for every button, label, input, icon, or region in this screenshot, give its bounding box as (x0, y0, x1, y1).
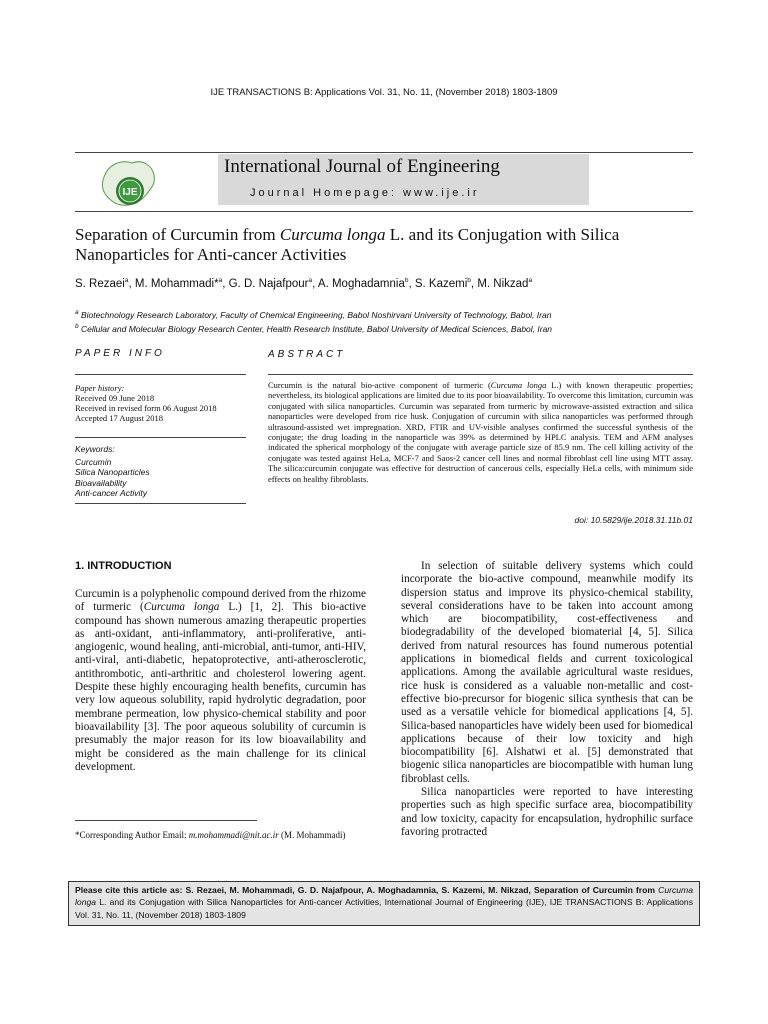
divider (75, 503, 246, 504)
footnote-rule (75, 820, 257, 821)
author-email[interactable]: m.mohammadi@nit.ac.ir (188, 830, 279, 840)
keyword: Bioavailability (75, 477, 127, 488)
paper-info-heading: PAPER INFO (75, 348, 165, 359)
paper-history (75, 383, 217, 423)
journal-title: International Journal of Engineering (224, 156, 500, 177)
header-rule-bottom (75, 211, 693, 212)
author-list: S. Rezaei$^a$, M. Mohammadi*$^a$, G. D. Najafpour$^a$, A. Moghadamnia$^b$, S. Kazemi$^b$, M. Nikzad$^a$ (75, 277, 533, 290)
affiliations (75, 307, 552, 335)
history-label: Paper history: (75, 383, 125, 393)
body-column-right (401, 560, 693, 839)
author: A. Moghadamnia (317, 277, 405, 290)
author-affil-mark: a (124, 277, 129, 284)
divider (75, 374, 246, 375)
title-part-1: Separation of Curcumin from (75, 225, 280, 244)
divider (75, 437, 246, 438)
author-affil-mark: a (308, 277, 313, 284)
logo-text: IJE (122, 187, 138, 198)
author: M. Mohammadi* (134, 277, 219, 290)
header-rule-top (75, 152, 693, 153)
author: G. D. Najafpour (228, 277, 309, 290)
corresponding-author-footnote (75, 830, 366, 841)
keywords (75, 444, 150, 499)
running-header: IJE TRANSACTIONS B: Applications Vol. 31, No. 11, (November 2018) 1803-1809 (210, 87, 558, 98)
keyword: Silica Nanoparticles (75, 467, 150, 477)
ije-logo (98, 155, 158, 213)
received-date: Received 09 June 2018 (75, 393, 155, 403)
accepted-date: Accepted 17 August 2018 (75, 413, 164, 423)
citation-text (75, 884, 693, 921)
keyword: Curcumin (75, 456, 112, 467)
article-title (75, 225, 695, 265)
title-part-2: L. and its Conjugation with Silica Nanoparticles for Anti-cancer Activities (75, 225, 620, 264)
footnote-suffix: (M. Mohammadi) (278, 830, 346, 840)
text-part: Curcumin is a polyphenolic compound derived from the rhizome of turmeric ( (75, 588, 366, 614)
keywords-label: Keywords: (75, 444, 115, 454)
text-part: L.) [1, 2]. This bio-active compound has shown numerous amazing therapeutic properties as anti-oxidant, anti-inflammatory, anti-proliferative, anti-angiogenic, wound healing, anti-microbial, anti-tumor, anti-HIV, anti-viral, anti-diabetic, hepatoprotective, anti-atherosclerotic, antithrombotic, anti-arthritic and cholesterol lowering agent. Despite these highly encouraging health benefits, curcumin has very low aqueous solubility, rapid hydrolytic degradation, poor membrane permeation, low physico-chemical stability and poor bioavailability [3]. The poor aqueous solubility of curcumin is presumably the major reason for its low bioavailability and might be considered as the main challenge for its clinical development. (75, 601, 366, 773)
affil-mark: b (75, 322, 79, 330)
affiliation-b (75, 321, 552, 335)
author-affil-mark: b (404, 277, 409, 284)
paragraph (75, 588, 366, 774)
author-affil-mark: a (218, 277, 223, 284)
abstract-part: L.) with known therapeutic properties; nevertheless, its biological applications are limited due to its poor bioavailability. To overcome this limitation, curcumin was conjugated with silica nanoparticles. Curcumin was separated from turmeric by microwave-assisted extraction and silica nanoparticles were developed from rice husk. Conjugation of curcumin with silica nanoparticles was performed through ultrasound-assisted wet impregnation. XRD, FTIR and UV-visible analyses confirmed the successful synthesis of the conjugate; the drug loading in the nanoparticle was 39% as determined by HPLC analysis. TEM and AFM analyses indicated the spherical morphology of the conjugate with average particle size of 85.9 nm. The cell killing activity of the conjugate was tested against HeLa, MCF-7 and Saos-2 cancer cell lines and normal fibroblast cell line using MTT assay. The silica:curcumin conjugate was effective for destruction of cancerous cells, especially HeLa cells, with minimum side effects on healthy fibroblasts. (268, 380, 694, 484)
author: S. Rezaei (75, 277, 125, 290)
text-species: Curcuma longa (143, 601, 220, 614)
footnote-label: *Corresponding Author Email: (75, 830, 189, 840)
abstract-species: Curcuma longa (490, 380, 547, 390)
abstract-text (268, 380, 693, 484)
keyword: Anti-cancer Activity (75, 488, 147, 498)
affil-mark: a (75, 309, 79, 316)
affiliation-a (75, 307, 552, 321)
abstract-part: Curcumin is the natural bio-active component of turmeric ( (268, 380, 491, 390)
journal-homepage: Journal Homepage: www.ije.ir (250, 187, 480, 199)
divider (268, 374, 693, 375)
author-affil-mark: a (528, 277, 533, 284)
citation-species: Curcuma longa (75, 885, 693, 908)
affil-text: Biotechnology Research Laboratory, Faculty of Chemical Engineering, Babol Noshirvani University of Technology, Babol, Iran (81, 309, 552, 320)
body-column-left (75, 588, 366, 774)
abstract-heading: ABSTRACT (268, 349, 346, 360)
revised-date: Received in revised form 06 August 2018 (75, 403, 217, 413)
citation-lead: Please cite this article as: S. Rezaei, M. Mohammadi, G. D. Najafpour, A. Moghadamnia, S. Kazemi, M. Nikzad, Separation of Curcumin from (75, 885, 659, 895)
section-heading: 1. INTRODUCTION (75, 560, 172, 572)
author-affil-mark: b (467, 277, 471, 284)
affil-text: Cellular and Molecular Biology Research Center, Health Research Institute, Babol University of Medical Sciences, Babol, Iran (81, 323, 553, 334)
paragraph: Silica nanoparticles were reported to have interesting properties such as high specific surface area, biocompatibility and low toxicity, capacity for encapsulation, hydrophilic surface favoring protracted (401, 786, 693, 838)
author: M. Nikzad (477, 277, 529, 290)
title-species: Curcuma longa (279, 225, 386, 244)
author: S. Kazemi (414, 277, 468, 290)
doi-link[interactable]: doi: 10.5829/ije.2018.31.11b.01 (574, 515, 693, 525)
citation-rest: L. and its Conjugation with Silica Nanoparticles for Anti-cancer Activities, International Journal of Engineering (IJE), IJE TRANSACTIONS B: Applications Vol. 31, No. 11, (November 2018) 1803-1809 (75, 897, 693, 920)
paragraph: In selection of suitable delivery systems which could incorporate the bio-active compound, meanwhile modify its dispersion status and improve its physico-chemical stability, several considerations have to be taken into account among which are biocompatibility, cost-effectiveness and biodegradability of the developed biomaterial [4, 5]. Silica derived from natural resources has found numerous potential applications in biomedical fields and current toxicological applications. Among the available agricultural waste residues, rice husk is considered as a valuable non-metallic and cost-effective bio-precursor for biogenic silica synthesis that can be used as a versatile vehicle for biomedical applications [4, 5]. Silica-based nanoparticles have widely been used for biomedical applications because of their low toxicity and high biocompatibility [6]. Alshatwi et al. [5] demonstrated that biogenic silica nanoparticles are biocompatible with human lung fibroblast cells. (401, 560, 693, 785)
